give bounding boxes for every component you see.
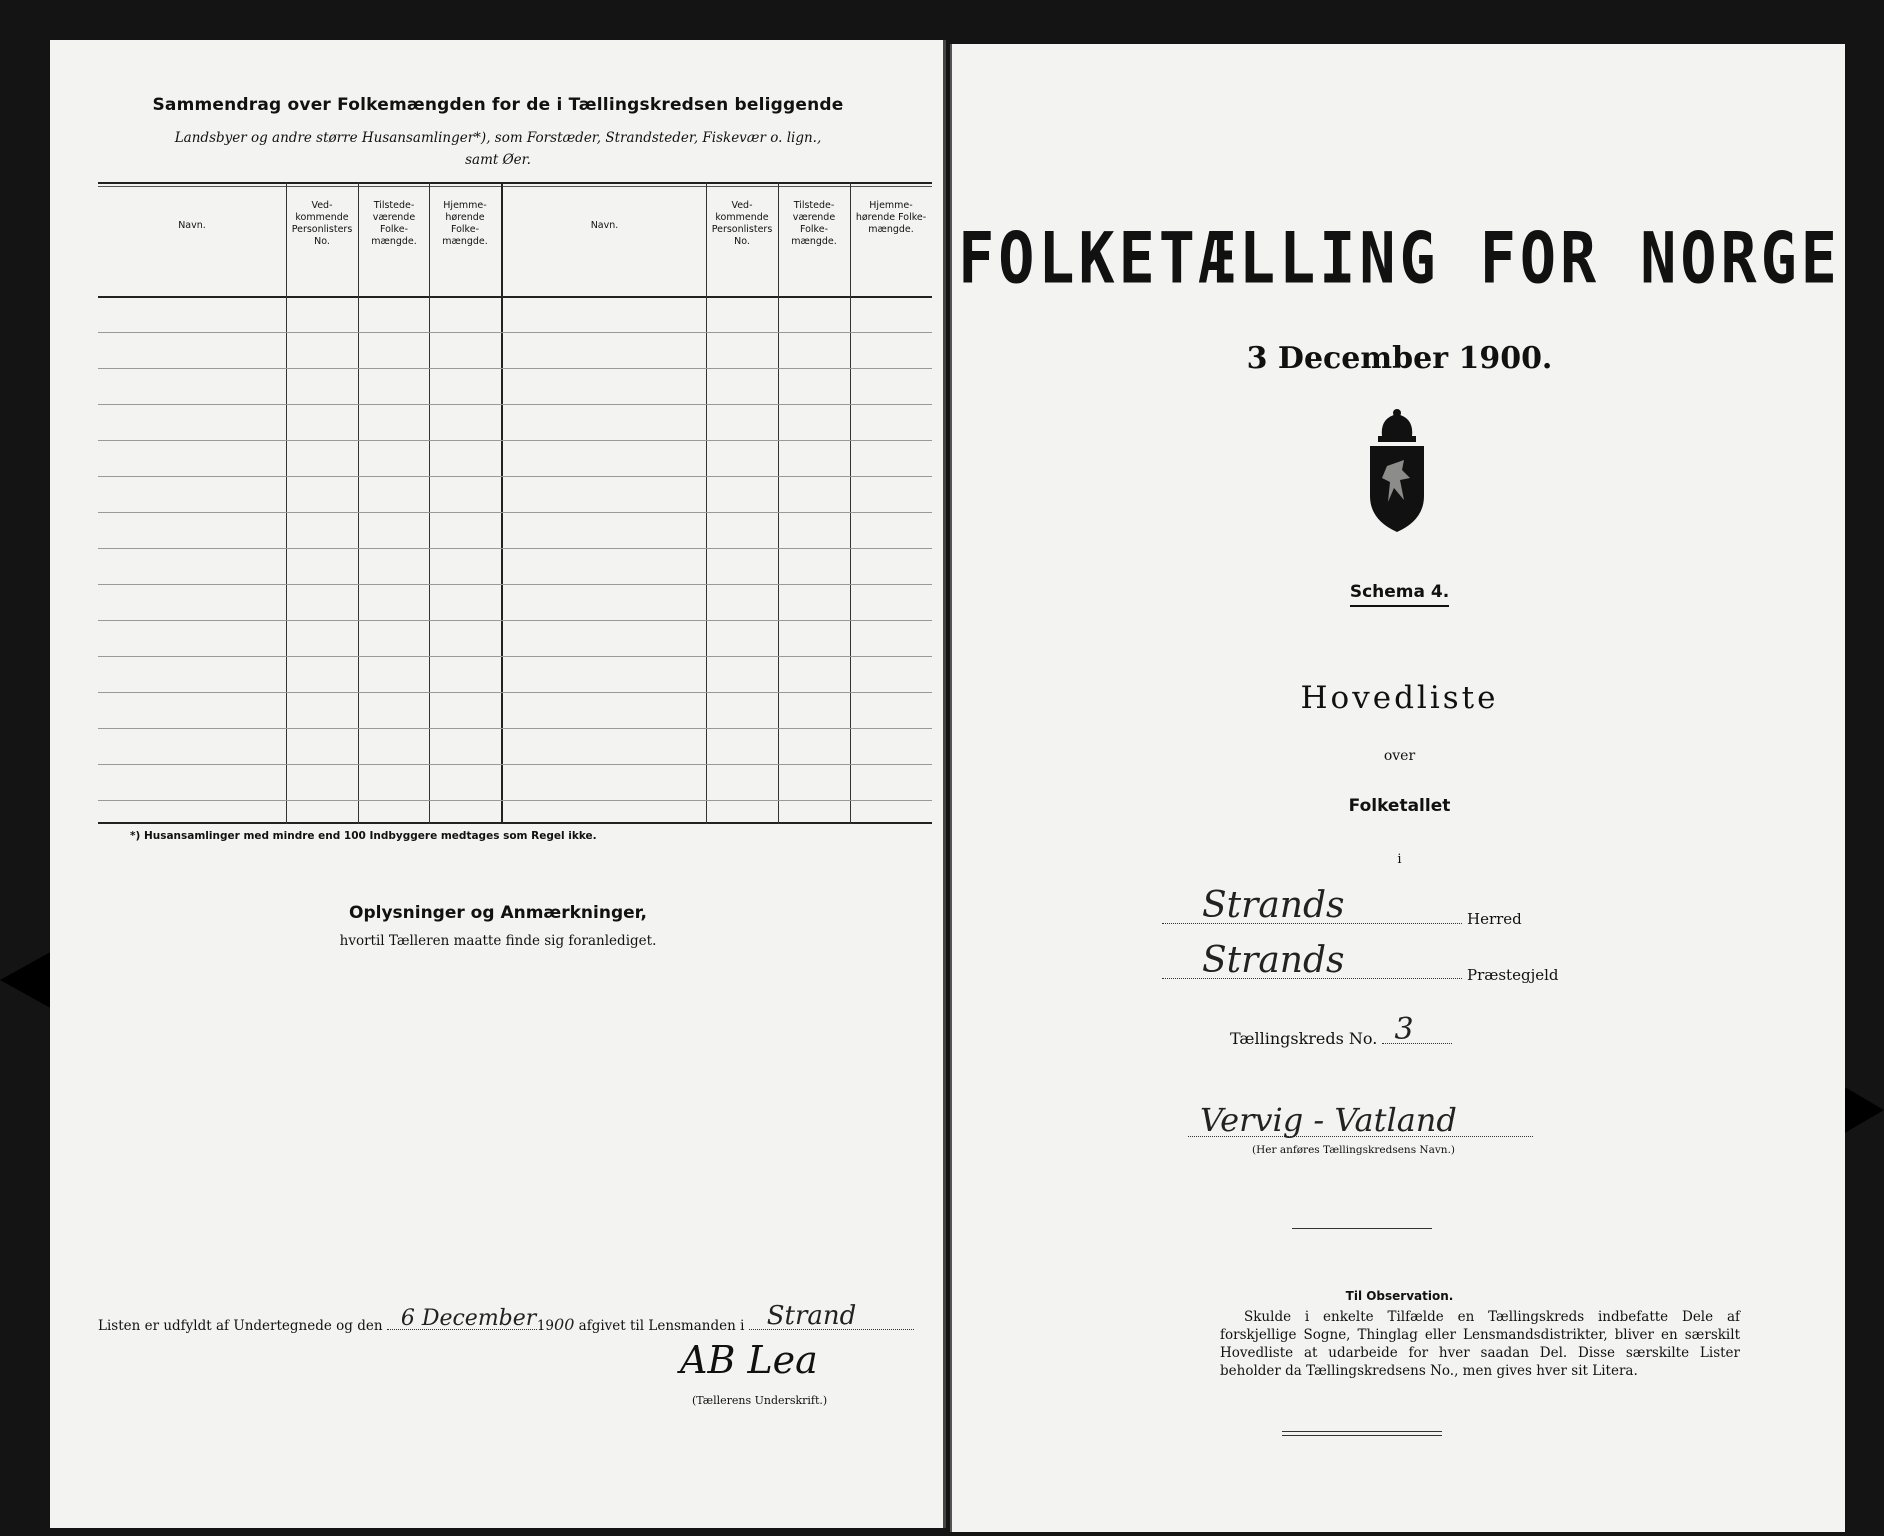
table-row: [98, 800, 932, 801]
table-row: [98, 476, 932, 477]
col-header-tilstedevaerende-2: Tilstede-værende Folke-mængde.: [791, 200, 837, 247]
table-row: [98, 512, 932, 513]
col-header-hjemmehorende: Hjemme-hørende Folke-mængde.: [442, 200, 488, 247]
list-title: Hovedliste: [1300, 680, 1499, 716]
left-page: [50, 40, 946, 1528]
table-row: [98, 584, 932, 585]
subject-heading: Folketallet: [1348, 796, 1451, 816]
table-row: [98, 368, 932, 369]
over-text: over: [1383, 748, 1416, 764]
closing-line: [98, 1301, 914, 1334]
bottom-rule: [1282, 1431, 1442, 1432]
closing-text-after: afgivet til Lensmanden i: [578, 1318, 745, 1334]
col-header-hjemmehorende-2: Hjemme-hørende Folke-mængde.: [855, 200, 927, 235]
col-header-tilstedevaerende: Tilstede-værende Folke-mængde.: [371, 200, 417, 247]
kreds-label: Tællingskreds No.: [1230, 1029, 1378, 1048]
right-page: [950, 44, 1845, 1532]
census-date: 3 December 1900.: [1246, 341, 1553, 376]
summary-subheading-2: samt Øer.: [465, 152, 531, 168]
herred-label: Herred: [1467, 910, 1522, 928]
observation-title: Til Observation.: [1345, 1289, 1454, 1303]
handwritten-date: 6 December: [400, 1306, 537, 1331]
table-row: [98, 440, 932, 441]
table-row: [98, 548, 932, 549]
signature: AB Lea: [680, 1338, 818, 1382]
kreds-name-label: (Her anføres Tællingskredsens Navn.): [1252, 1144, 1456, 1156]
handwritten-place: Strand: [766, 1301, 857, 1331]
prestegjeld-value: Strands: [1202, 940, 1345, 981]
table-row: [98, 764, 932, 765]
col-header-personlister-2: Ved-kommende Personlisters No.: [711, 200, 773, 247]
observation-text: Skulde i enkelte Tilfælde en Tællingskreds indbefatte Dele af forskjellige Sogne, Thinglag eller Lensmandsdistrikter, bliver en særskilt Hovedliste at udarbeide for hver saadan Del. Disse særskilte Lister beholder da Tællingskredsens No., men gives hver sit Litera.: [1220, 1309, 1740, 1379]
table-row: [98, 404, 932, 405]
divider: [1292, 1228, 1432, 1229]
kreds-name-field: [1188, 1096, 1533, 1137]
bottom-rule-2: [1282, 1435, 1442, 1436]
i-text: i: [1397, 852, 1402, 867]
footnote: *) Husansamlinger med mindre end 100 Indbyggere medtages som Regel ikke.: [130, 830, 597, 842]
kreds-line: [1230, 1012, 1452, 1048]
summary-heading: Sammendrag over Folkemængden for de i Tællingskredsen beliggende: [152, 95, 844, 115]
prestegjeld-field: [1162, 940, 1462, 981]
col-header-navn-2: Navn.: [590, 220, 619, 231]
summary-subheading: Landsbyer og andre større Husansamlinger*), som Forstæder, Strandsteder, Fiskevær o. lign.,: [174, 130, 822, 146]
prestegjeld-label: Præstegjeld: [1467, 966, 1559, 984]
col-header-personlister: Ved-kommende Personlisters No.: [291, 200, 353, 247]
handwritten-year: 00: [554, 1315, 575, 1334]
table-row: [98, 332, 932, 333]
page-title: FOLKETÆLLING FOR NORGE: [958, 217, 1841, 301]
year-prefix: 19: [536, 1318, 555, 1334]
table-row: [98, 656, 932, 657]
herred-field: [1162, 885, 1462, 926]
coat-of-arms-icon: [1352, 408, 1442, 538]
remarks-title: Oplysninger og Anmærkninger,: [349, 903, 647, 923]
schema-label: Schema 4.: [952, 582, 1847, 602]
table-row: [98, 692, 932, 693]
table-row: [98, 620, 932, 621]
summary-table: [98, 182, 932, 824]
herred-value: Strands: [1202, 885, 1345, 926]
signature-label: (Tællerens Underskrift.): [692, 1394, 828, 1407]
kreds-name-value: Vervig - Vatland: [1200, 1101, 1457, 1139]
closing-text-before: Listen er udfyldt af Undertegnede og den: [98, 1318, 383, 1334]
table-row: [98, 728, 932, 729]
remarks-subtitle: hvortil Tælleren maatte finde sig foranlediget.: [339, 933, 657, 949]
kreds-number: 3: [1394, 1012, 1414, 1047]
col-header-navn: Navn.: [178, 220, 206, 231]
